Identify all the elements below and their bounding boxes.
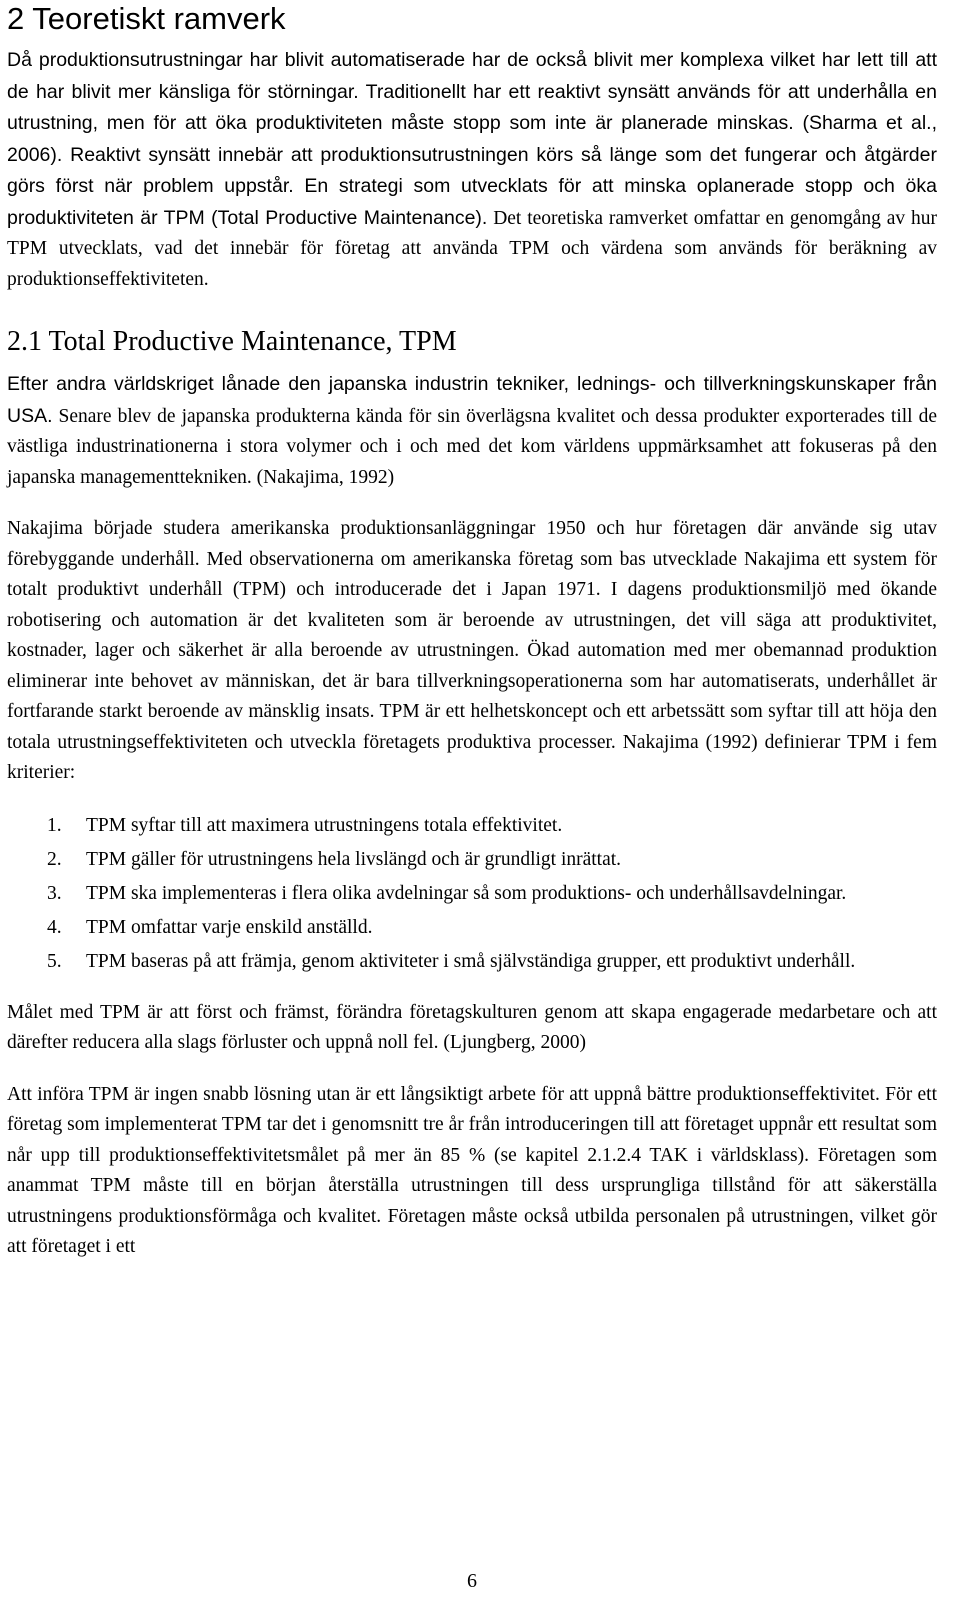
nakajima-paragraph: Nakajima började studera amerikanska produktionsanläggningar 1950 och hur företagen där använde sig utav förebyggande underhåll. Med observationerna om amerikanska företag som bas utvecklade Nakajima ett system för totalt produktivt underhåll (TPM) och introducerade det i Japan 1971. I dagens produktionsmiljö med ökande robotisering och automation är det kvaliteten som är beroende av utrustningen, det vill säga att produktivitet, kostnader, lager och säkerhet är alla beroende av utrustningen. Ökad automation med mer obemannad produktion eliminerar inte behovet av människan, det är bara tillverkningsoperationerna som har automatiserats, underhållet är fortfarande starkt beroende av mänsklig insats. TPM är ett helhetskoncept och ett arbetssätt som syftar till att höja den totala utrustningseffektiviteten och utveckla företagets produktiva processer. Nakajima (1992) definierar TPM i fem kriterier:: [7, 518, 937, 783]
list-item: [7, 810, 937, 841]
list-item-number: 5.: [47, 950, 62, 972]
list-item-text: TPM ska implementeras i flera olika avdelningar så som produktions- och underhållsavdelningar.: [86, 882, 847, 904]
intro-paragraph: [7, 45, 937, 295]
section-heading: 2.1 Total Productive Maintenance, TPM: [7, 326, 457, 357]
chapter-heading: 2 Teoretiskt ramverk: [7, 1, 286, 36]
goal-paragraph: Målet med TPM är att först och främst, förändra företagskulturen genom att skapa engagerade medarbetare och att därefter reducera alla slags förluster och uppnå noll fel. (Ljungberg, 2000): [7, 1001, 937, 1053]
list-item-number: 2.: [47, 848, 62, 870]
list-item-text: TPM gäller för utrustningens hela livslängd och är grundligt inrättat.: [86, 848, 622, 870]
list-item: [7, 912, 937, 943]
list-item-number: 3.: [47, 882, 62, 904]
history-text-serif: Senare blev de japanska produkterna kända för sin överlägsna kvalitet och dessa produkter exporterades till de västliga industrinationerna i stora volymer och i och med det kom världens uppmärksamhet att fokuseras på den japanska managementtekniken. (Nakajima, 1992): [7, 405, 937, 488]
page-number: 6: [467, 1570, 477, 1592]
implementation-paragraph: Att införa TPM är ingen snabb lösning utan är ett långsiktigt arbete för att uppnå bättre produktionseffektivitet. För ett företag som implementerat TPM tar det i genomsnitt tre år från introduceringen till att företaget uppnår ett resultat som når upp till produktionseffektivitetsmålet på mer än 85 % (se kapitel 2.1.2.4 TAK i världsklass). Företagen som anammat TPM måste till en början återställa utrustningen till dess ursprungliga tillstånd för att säkerställa utrustningens produktionsförmåga och kvalitet. Företagen måste också utbilda personalen på utrustningen, vilket gör att företaget i ett: [7, 1083, 937, 1257]
list-item-number: 1.: [47, 814, 62, 836]
list-item-text: TPM omfattar varje enskild anställd.: [86, 916, 373, 938]
list-item: [7, 878, 937, 909]
list-item-text: TPM syftar till att maximera utrustningens totala effektivitet.: [86, 814, 563, 836]
list-item-number: 4.: [47, 916, 62, 938]
intro-text-serif: Det teoretiska ramverket omfattar en genomgång av hur TPM utvecklats, vad det innebär för företag att använda TPM och värdena som används för beräkning av produktionseffektiviteten.: [7, 207, 937, 290]
history-text-sans: Efter andra världskriget lånade den japanska industrin tekniker, lednings- och tillverkningskunskaper från USA.: [7, 373, 937, 427]
list-item-text: TPM baseras på att främja, genom aktiviteter i små självständiga grupper, ett produktivt underhåll.: [86, 950, 856, 972]
document-page: [7, 0, 937, 1263]
list-item: [7, 946, 937, 977]
criteria-list: [7, 810, 937, 977]
list-item: [7, 844, 937, 875]
intro-text-sans: Då produktionsutrustningar har blivit automatiserade har de också blivit mer komplexa vilket har lett till att de har blivit mer känsliga för störningar. Traditionellt har ett reaktivt synsätt används för att underhålla en utrustning, men för att öka produktiviteten måste stopp som inte är planerade minskas. (Sharma et al., 2006). Reaktivt synsätt innebär att produktionsutrustningen körs så länge som det fungerar och åtgärder görs först när problem uppstår. En strategi som utvecklats för att minska oplanerade stopp och öka produktiviteten är TPM (Total Productive Maintenance).: [7, 49, 937, 229]
history-paragraph: [7, 369, 937, 493]
